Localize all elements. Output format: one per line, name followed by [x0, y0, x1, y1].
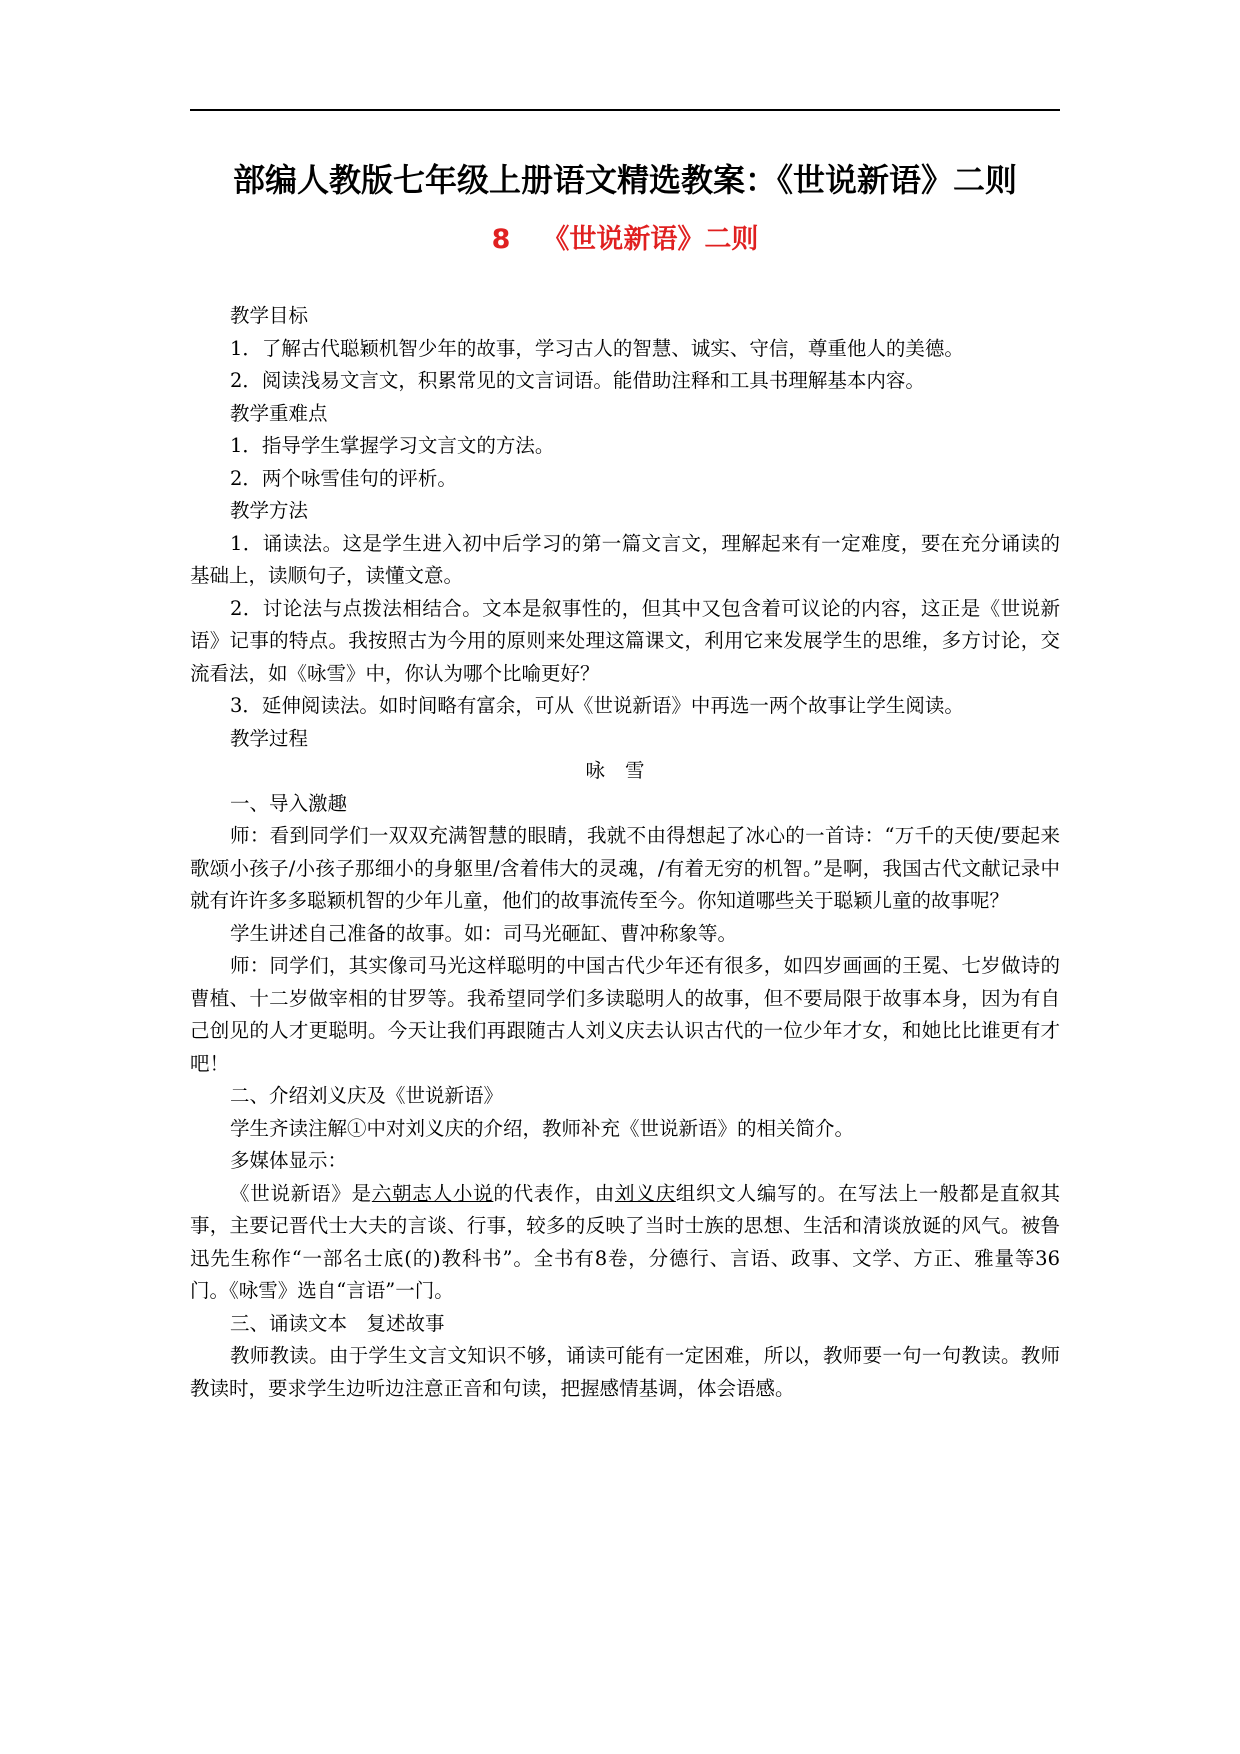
method-item: 2．讨论法与点拨法相结合。文本是叙事性的，但其中又包含着可议论的内容，这正是《世说新语》记事的特点。我按照古为今用的原则来处理这篇课文，利用它来发展学生的思维，多方讨论，交流看法，如《咏雪》中，你认为哪个比喻更好？ — [190, 596, 1060, 685]
paragraph: 师：同学们，其实像司马光这样聪明的中国古代少年还有很多，如四岁画画的王冕、七岁做诗的曹植、十二岁做宰相的甘罗等。我希望同学们多读聪明人的故事，但不要局限于故事本身，因为有自己创见的人才更聪明。今天让我们再跟随古人刘义庆去认识古代的一位少年才女，和她比比谁更有才吧！ — [190, 954, 1060, 1075]
lesson-title — [190, 220, 1060, 260]
part3-heading: 三、诵读文本 复述故事 — [230, 1311, 445, 1335]
lesson-number: 8 — [491, 224, 511, 255]
goal-item: 1．了解古代聪颖机智少年的故事，学习古人的智慧、诚实、守信，尊重他人的美德。 — [230, 336, 964, 360]
part1-heading: 一、导入激趣 — [230, 791, 348, 815]
method-item: 1．诵读法。这是学生进入初中后学习的第一篇文言文，理解起来有一定难度，要在充分诵读的基础上，读顺句子，读懂文意。 — [190, 531, 1060, 587]
underlined-term: 六朝志人小说 — [371, 1181, 494, 1205]
paragraph: 师：看到同学们一双双充满智慧的眼睛，我就不由得想起了冰心的一首诗：“万千的天使/要起来歌颂小孩子/小孩子那细小的身躯里/含着伟大的灵魂，/有着无穷的机智。”是啊，我国古代文献记录中就有许许多多聪颖机智的少年儿童，他们的故事流传至今。你知道哪些关于聪颖儿童的故事呢？ — [190, 824, 1060, 912]
key-point-item: 1．指导学生掌握学习文言文的方法。 — [230, 434, 555, 457]
document-title: 部编人教版七年级上册语文精选教案：《世说新语》二则 — [232, 161, 1017, 199]
paragraph: 教师教读。由于学生文言文知识不够，诵读可能有一定困难，所以，教师要一句一句教读。教师教读时，要求学生边听边注意正音和句读，把握感情基调，体会语感。 — [190, 1344, 1060, 1400]
paragraph — [190, 1178, 1060, 1308]
goal-item: 2．阅读浅易文言文，积累常见的文言词语。能借助注释和工具书理解基本内容。 — [230, 369, 925, 392]
paragraph: 学生齐读注解①中对刘义庆的介绍，教师补充《世说新语》的相关简介。 — [230, 1116, 855, 1140]
text-run: 的代表作，由 — [493, 1181, 615, 1205]
part2-heading: 二、介绍刘义庆及《世说新语》 — [230, 1084, 504, 1107]
lesson-name: 《世说新语》二则 — [542, 224, 759, 255]
text-run: 《世说新语》是 — [230, 1181, 372, 1205]
underlined-term: 刘义庆 — [614, 1181, 676, 1205]
key-points-heading: 教学重难点 — [230, 401, 328, 425]
method-item: 3．延伸阅读法。如时间略有富余，可从《世说新语》中再选一两个故事让学生阅读。 — [230, 694, 964, 717]
process-heading: 教学过程 — [230, 726, 309, 750]
header-rule — [190, 109, 1060, 111]
document-body — [190, 300, 1060, 1405]
paragraph: 多媒体显示： — [230, 1149, 348, 1172]
text-run: 组织文人编写的。在写法上一般都是直叙其事，主要记晋代士大夫的言谈、行事，较多的反映了当时士族的思想、生活和清谈放诞的风气。被鲁迅先生称作“一部名士底(的)教科书”。全书有8卷，分德行、言语、政事、文学、方正、雅量等36门。《咏雪》选自“言语”一门。 — [190, 1181, 1060, 1302]
section-subtitle: 咏雪 — [585, 759, 665, 782]
methods-heading: 教学方法 — [230, 499, 309, 522]
paragraph: 学生讲述自己准备的故事。如：司马光砸缸、曹冲称象等。 — [230, 921, 738, 945]
goals-heading: 教学目标 — [230, 304, 309, 327]
key-point-item: 2．两个咏雪佳句的评析。 — [230, 466, 457, 490]
